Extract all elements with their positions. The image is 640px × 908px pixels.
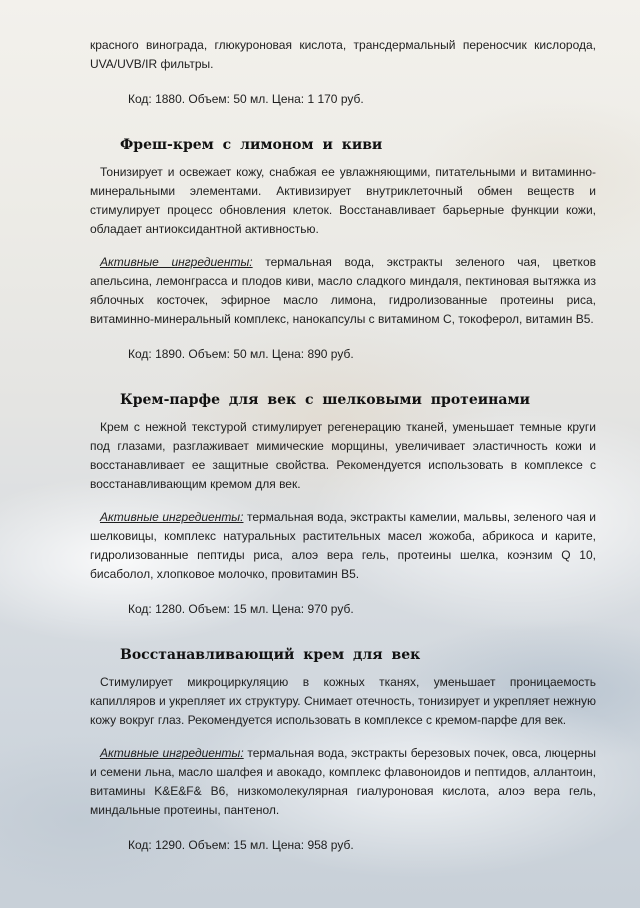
ingredients-label: Активные ингредиенты: (100, 255, 253, 269)
product-price: Код: 1280. Объем: 15 мл. Цена: 970 руб. (128, 602, 354, 616)
product-eye-parfait (90, 392, 596, 619)
product-title: Восстанавливающий крем для век (120, 647, 421, 663)
product-title: Крем-парфе для век с шелковыми протеинами (120, 392, 531, 408)
product-description: Стимулирует микроциркуляцию в кожных тканях, уменьшает проницаемость капилляров и укрепляет их структуру. Снимает отечность, тонизирует и укрепляет нежную кожу вокруг глаз. Рекомендуется использовать в комплексе с кремом-парфе для век. (90, 675, 596, 727)
product-title: Фреш-крем с лимоном и киви (120, 137, 383, 153)
product-ingredients (90, 253, 596, 329)
product-price: Код: 1890. Объем: 50 мл. Цена: 890 руб. (128, 347, 354, 361)
product-fresh-cream (90, 137, 596, 364)
product-description: Крем с нежной текстурой стимулирует регенерацию тканей, уменьшает темные круги под глазами, разглаживает мимические морщины, увеличивает эластичность кожи и восстанавливает ее защитные свойства. Рекомендуется использовать в комплексе с восстанавливающим кремом для век. (90, 420, 596, 491)
ingredients-label: Активные ингредиенты: (100, 510, 244, 524)
product-eye-restoring-cream (90, 647, 596, 855)
intro-ingredients-continuation: красного винограда, глюкуроновая кислота, трансдермальный переносчик кислорода, UVA/UVB/IR фильтры. (90, 38, 596, 71)
ingredients-text: термальная вода, экстракты зеленого чая, цветков апельсина, лемонграсса и плодов киви, масло сладкого миндаля, пектиновая вытяжка из яблочных косточек, эфирное масло лимона, гидролизованные протеины риса, витаминно-минеральный комплекс, нанокапсулы с витамином С, токоферол, витамин В5. (90, 255, 596, 326)
product-ingredients (90, 508, 596, 584)
product-ingredients (90, 744, 596, 820)
product-description: Тонизирует и освежает кожу, снабжая ее увлажняющими, питательными и витаминно-минеральными элементами. Активизирует внутриклеточный обмен веществ и стимулирует процесс обновления клеток. Восстанавливает барьерные функции кожи, обладает антиоксидантной активностью. (90, 165, 596, 236)
product-price: Код: 1290. Объем: 15 мл. Цена: 958 руб. (128, 838, 354, 852)
ingredients-label: Активные ингредиенты: (100, 746, 244, 760)
ingredients-text: термальная вода, экстракты березовых почек, овса, люцерны и семени льна, масло шалфея и авокадо, комплекс флавоноидов и пептидов, аллантоин, витамины K&E&F& B6, низкомолекулярная гиалуроновая кислота, алоэ вера гель, миндальные протеины, пантенол. (90, 746, 596, 817)
ingredients-text: термальная вода, экстракты камелии, мальвы, зеленого чая и шелковицы, комплекс натуральных растительных масел жожоба, абрикоса и карите, гидролизованные пептиды риса, алоэ вера гель, протеины шелка, коэнзим Q 10, бисаболол, хлопковое молочко, провитамин В5. (90, 510, 596, 581)
document-page (90, 36, 596, 855)
intro-price: Код: 1880. Объем: 50 мл. Цена: 1 170 руб. (128, 92, 364, 106)
